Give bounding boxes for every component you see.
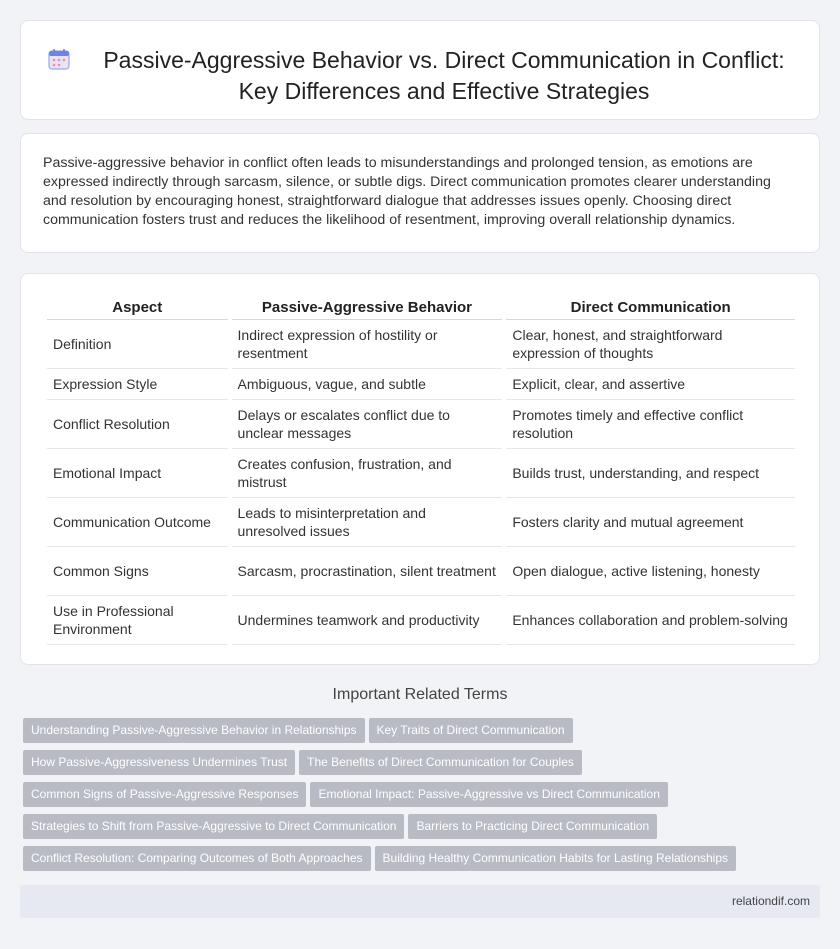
table-header-row xyxy=(47,296,795,320)
header-direct: Direct Communication xyxy=(506,296,795,320)
cell-passive-aggressive: Delays or escalates conflict due to unclear messages xyxy=(232,400,503,449)
cell-aspect: Conflict Resolution xyxy=(47,400,228,449)
cell-passive-aggressive: Indirect expression of hostility or resentment xyxy=(232,320,503,369)
related-term-link[interactable]: Emotional Impact: Passive-Aggressive vs Direct Communication xyxy=(310,782,667,807)
related-term-link[interactable]: How Passive-Aggressiveness Undermines Trust xyxy=(23,750,295,775)
comparison-table xyxy=(43,296,799,645)
table-row xyxy=(47,596,795,645)
cell-direct: Builds trust, understanding, and respect xyxy=(506,449,795,498)
cell-direct: Open dialogue, active listening, honesty xyxy=(506,547,795,596)
page-title: Passive-Aggressive Behavior vs. Direct Communication in Conflict: Key Differences and Effective Strategies xyxy=(103,47,785,104)
table-row xyxy=(47,498,795,547)
cell-direct: Fosters clarity and mutual agreement xyxy=(506,498,795,547)
summary-card xyxy=(20,133,820,253)
footer xyxy=(20,885,820,918)
cell-direct: Clear, honest, and straightforward expression of thoughts xyxy=(506,320,795,369)
cell-aspect: Communication Outcome xyxy=(47,498,228,547)
cell-direct: Explicit, clear, and assertive xyxy=(506,369,795,400)
related-term-link[interactable]: Building Healthy Communication Habits for Lasting Relationships xyxy=(375,846,737,871)
cell-passive-aggressive: Leads to misinterpretation and unresolved issues xyxy=(232,498,503,547)
related-terms-title: Important Related Terms xyxy=(332,686,508,703)
comparison-card xyxy=(20,273,820,665)
related-term-link[interactable]: Conflict Resolution: Comparing Outcomes of Both Approaches xyxy=(23,846,371,871)
summary-text: Passive-aggressive behavior in conflict often leads to misunderstandings and prolonged tension, as emotions are expressed indirectly through sarcasm, silence, or subtle digs. Direct communication promotes clearer understanding and resolution by encouraging honest, straightforward dialogue that addresses issues openly. Choosing direct communication fosters trust and reduces the likelihood of resentment, improving overall relationship dynamics. xyxy=(43,155,771,228)
table-row xyxy=(47,369,795,400)
related-term-link[interactable]: Key Traits of Direct Communication xyxy=(369,718,573,743)
table-row xyxy=(47,320,795,369)
related-term-link[interactable]: The Benefits of Direct Communication for Couples xyxy=(299,750,582,775)
cell-aspect: Emotional Impact xyxy=(47,449,228,498)
cell-passive-aggressive: Sarcasm, procrastination, silent treatment xyxy=(232,547,503,596)
cell-aspect: Use in Professional Environment xyxy=(47,596,228,645)
footer-site-link[interactable]: relationdif.com xyxy=(731,894,810,908)
related-term-link[interactable]: Understanding Passive-Aggressive Behavior in Relationships xyxy=(23,718,365,743)
table-row xyxy=(47,449,795,498)
cell-passive-aggressive: Creates confusion, frustration, and mistrust xyxy=(232,449,503,498)
related-term-link[interactable]: Common Signs of Passive-Aggressive Responses xyxy=(23,782,306,807)
table-row xyxy=(47,547,795,596)
cell-passive-aggressive: Undermines teamwork and productivity xyxy=(232,596,503,645)
header-passive-aggressive: Passive-Aggressive Behavior xyxy=(232,296,503,320)
header-aspect: Aspect xyxy=(47,296,228,320)
header-card xyxy=(20,20,820,120)
cell-passive-aggressive: Ambiguous, vague, and subtle xyxy=(232,369,503,400)
cell-direct: Enhances collaboration and problem-solving xyxy=(506,596,795,645)
table-row xyxy=(47,400,795,449)
cell-aspect: Definition xyxy=(47,320,228,369)
cell-aspect: Common Signs xyxy=(47,547,228,596)
cell-aspect: Expression Style xyxy=(47,369,228,400)
related-terms-list xyxy=(23,718,783,878)
related-term-link[interactable]: Strategies to Shift from Passive-Aggressive to Direct Communication xyxy=(23,814,404,839)
related-term-link[interactable]: Barriers to Practicing Direct Communication xyxy=(408,814,657,839)
cell-direct: Promotes timely and effective conflict resolution xyxy=(506,400,795,449)
